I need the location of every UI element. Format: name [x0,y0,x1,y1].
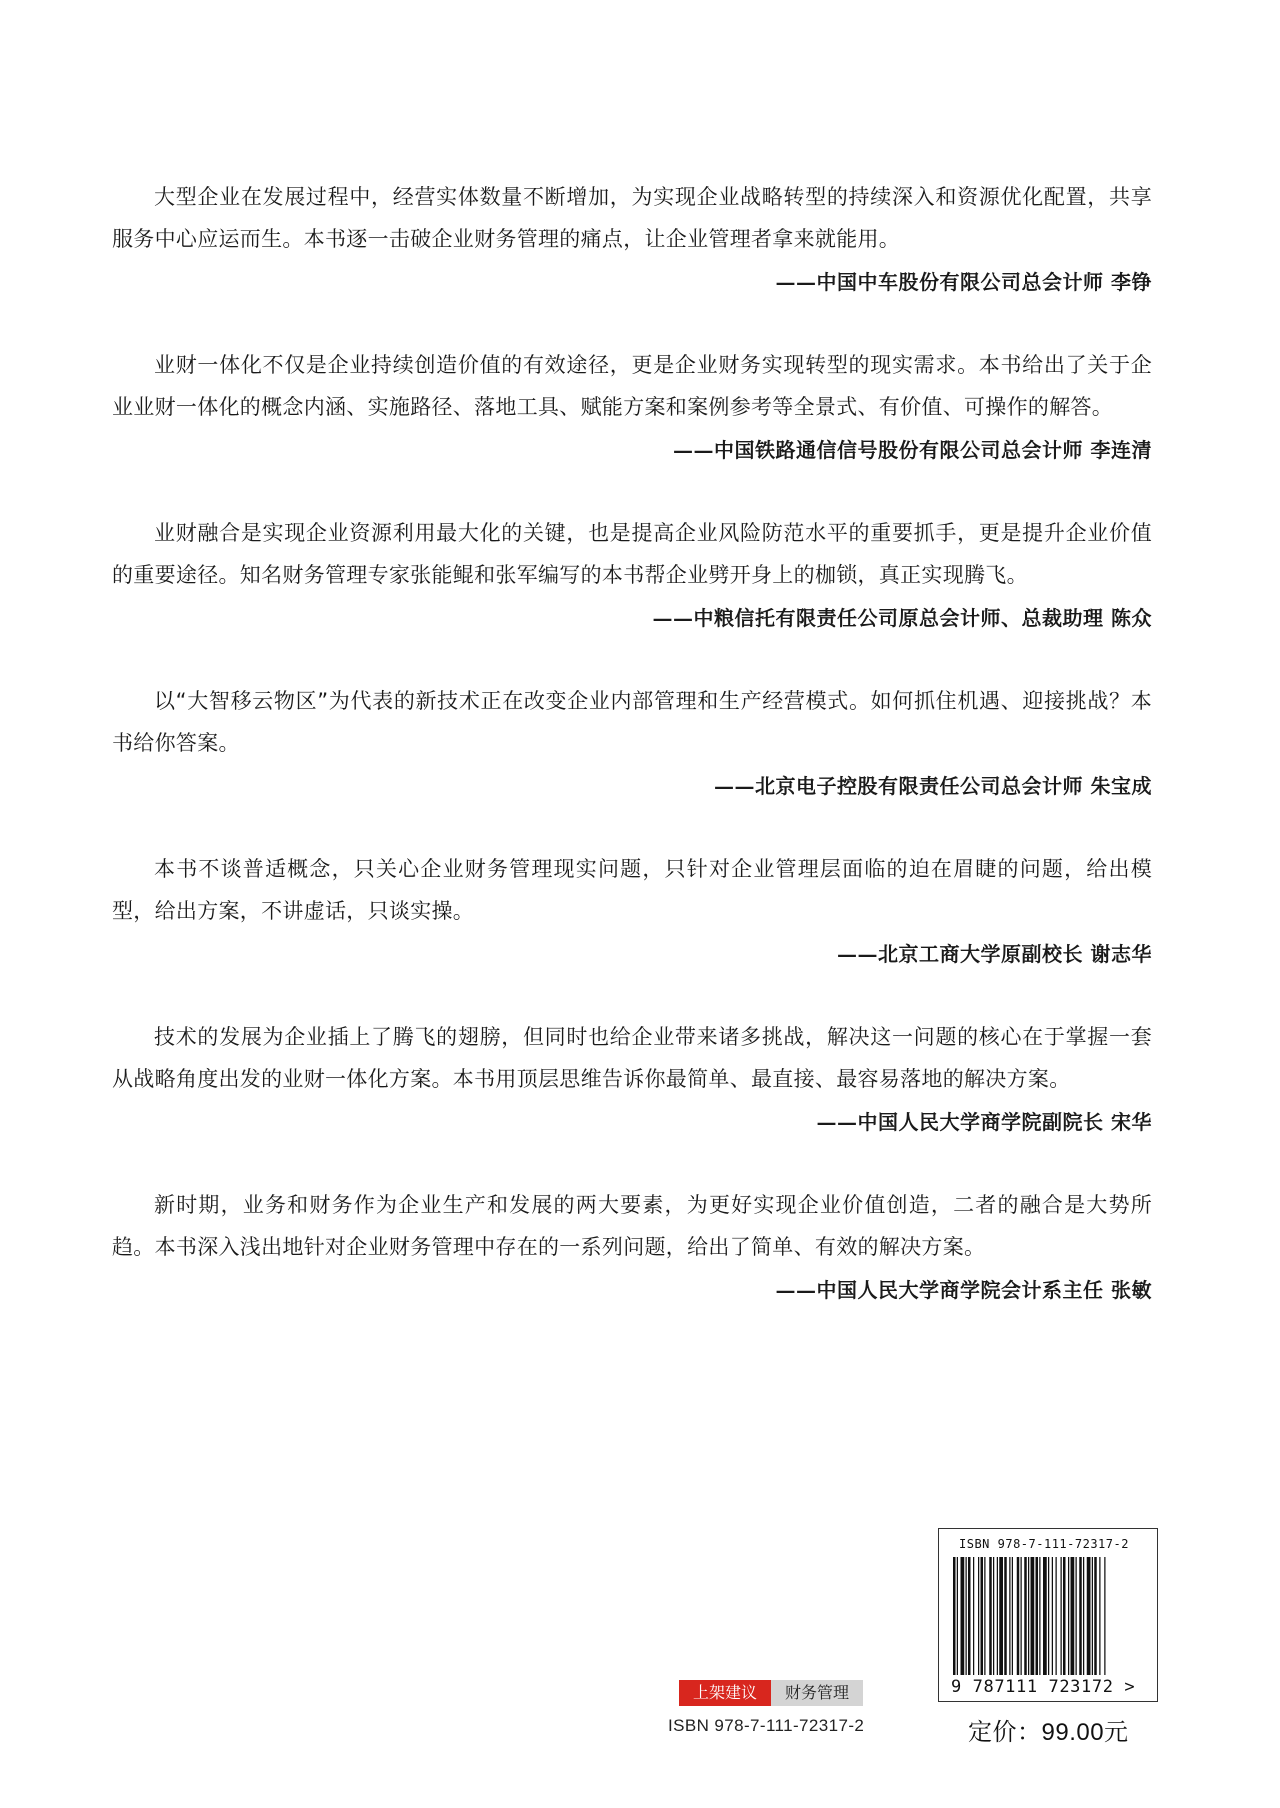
barcode-digits: 9 787111 723172 > [951,1677,1136,1697]
shelf-suggestion-tag: 上架建议 [679,1680,771,1706]
endorsement-attribution: ——中国人民大学商学院副院长 宋华 [816,1110,1152,1134]
barcode-icon [951,1557,1147,1681]
endorsement-attribution: ——中粮信托有限责任公司原总会计师、总裁助理 陈众 [652,606,1152,630]
endorsement-quote: 新时期，业务和财务作为企业生产和发展的两大要素，为更好实现企业价值创造，二者的融合是大势所趋。本书深入浅出地针对企业财务管理中存在的一系列问题，给出了简单、有效的解决方案。 [112,1193,1152,1259]
barcode-box [938,1528,1158,1702]
endorsement-attribution: ——北京电子控股有限责任公司总会计师 朱宝成 [714,774,1152,798]
endorsement-attribution: ——中国中车股份有限公司总会计师 李铮 [775,270,1152,294]
endorsement-2 [112,344,1152,512]
endorsement-attribution: ——北京工商大学原副校长 谢志华 [837,942,1152,966]
endorsement-attribution: ——中国铁路通信信号股份有限公司总会计师 李连清 [673,438,1152,462]
endorsement-attribution: ——中国人民大学商学院会计系主任 张敏 [775,1278,1152,1302]
endorsement-quote: 业财一体化不仅是企业持续创造价值的有效途径，更是企业财务实现转型的现实需求。本书给出了关于企业业财一体化的概念内涵、实施路径、落地工具、赋能方案和案例参考等全景式、有价值、可操作的解答。 [112,353,1152,419]
price: 定价：99.00元 [968,1719,1129,1746]
endorsement-quote: 以“大智移云物区”为代表的新技术正在改变企业内部管理和生产经营模式。如何抓住机遇、迎接挑战？本书给你答案。 [112,689,1152,755]
endorsement-quote: 业财融合是实现企业资源利用最大化的关键，也是提高企业风险防范水平的重要抓手，更是提升企业价值的重要途径。知名财务管理专家张能鲲和张军编写的本书帮企业劈开身上的枷锁，真正实现腾飞。 [112,521,1152,587]
endorsement-7 [112,1184,1152,1352]
endorsement-4 [112,680,1152,848]
shelf-suggestion [679,1680,863,1706]
endorsement-quote: 本书不谈普适概念，只关心企业财务管理现实问题，只针对企业管理层面临的迫在眉睫的问题，给出模型，给出方案，不讲虚话，只谈实操。 [112,857,1152,923]
endorsement-1 [112,176,1152,344]
shelf-category: 财务管理 [771,1680,863,1706]
endorsement-quote: 大型企业在发展过程中，经营实体数量不断增加，为实现企业战略转型的持续深入和资源优化配置，共享服务中心应运而生。本书逐一击破企业财务管理的痛点，让企业管理者拿来就能用。 [112,185,1152,251]
isbn-text: ISBN 978-7-111-72317-2 [668,1716,865,1735]
barcode-isbn-label: ISBN 978-7-111-72317-2 [959,1537,1129,1551]
endorsement-5 [112,848,1152,1016]
endorsement-quote: 技术的发展为企业插上了腾飞的翅膀，但同时也给企业带来诸多挑战，解决这一问题的核心在于掌握一套从战略角度出发的业财一体化方案。本书用顶层思维告诉你最简单、最直接、最容易落地的解决方案。 [112,1025,1152,1091]
endorsement-3 [112,512,1152,680]
endorsement-6 [112,1016,1152,1184]
endorsement-list [112,176,1152,1352]
